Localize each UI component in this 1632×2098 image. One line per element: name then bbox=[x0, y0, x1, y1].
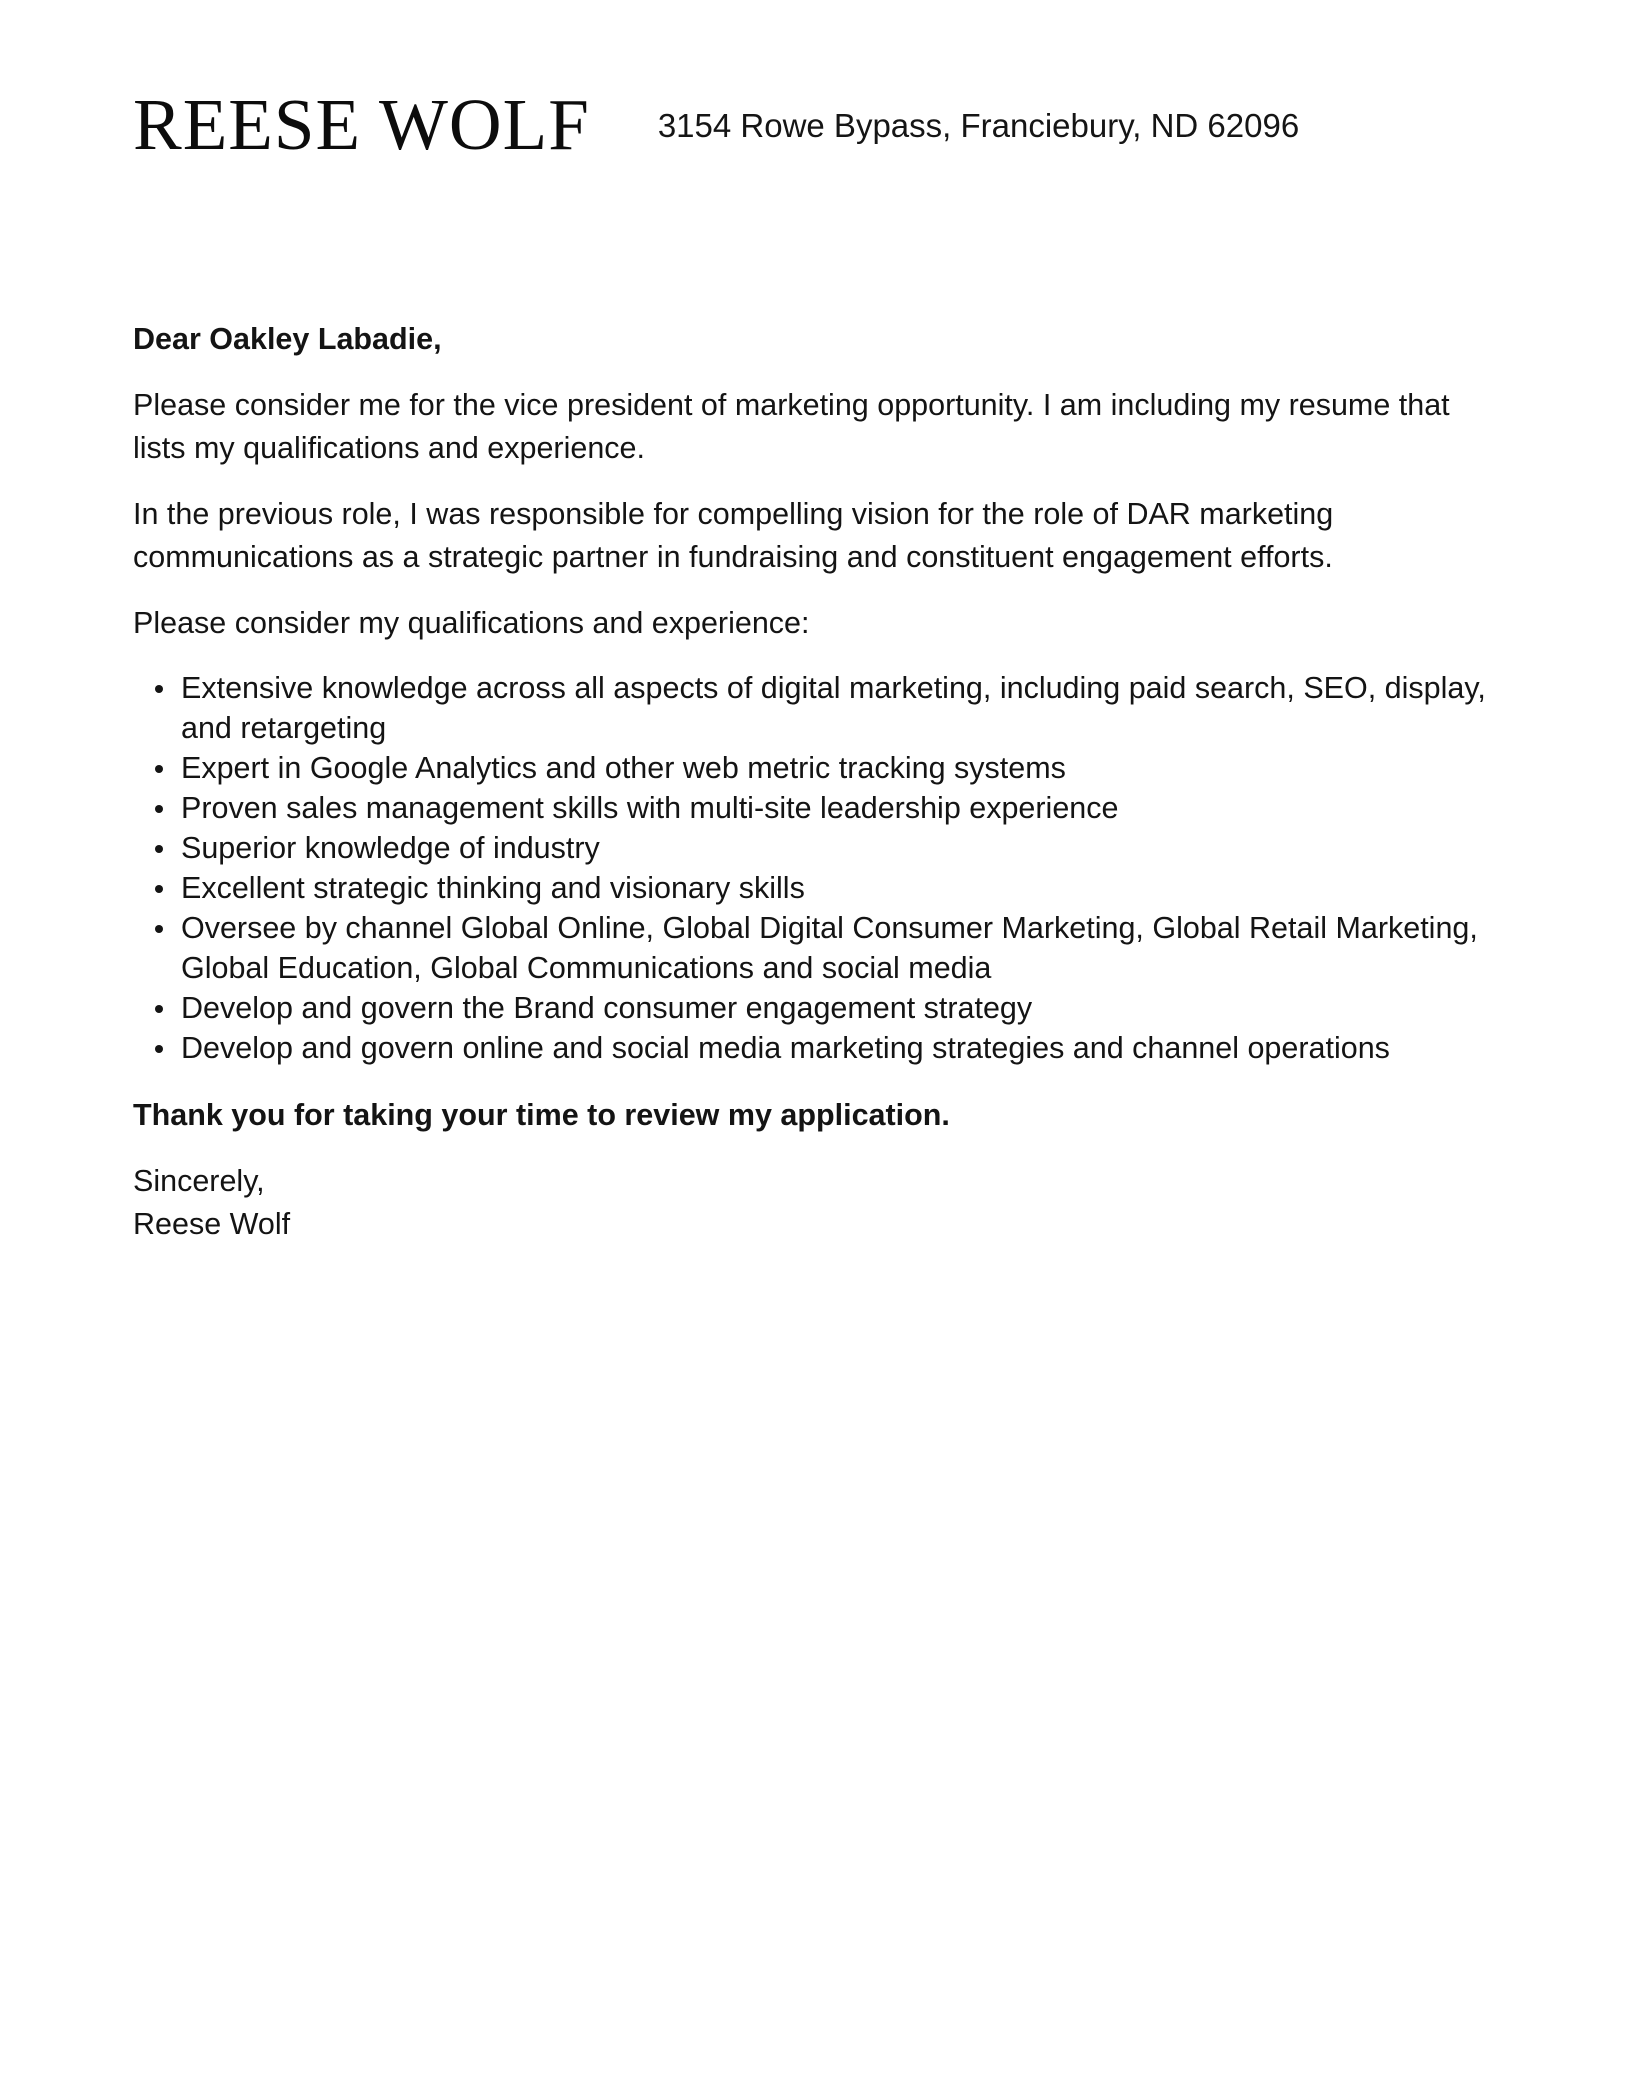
closing: Sincerely, bbox=[133, 1164, 265, 1198]
qualifications-intro: Please consider my qualifications and experience: bbox=[133, 606, 810, 640]
salutation: Dear Oakley Labadie, bbox=[133, 322, 442, 356]
list-item: Proven sales management skills with multi-site leadership experience bbox=[181, 788, 1503, 828]
applicant-name: REESE WOLF bbox=[133, 84, 590, 165]
list-item: Expert in Google Analytics and other web metric tracking systems bbox=[181, 748, 1503, 788]
list-item: Excellent strategic thinking and visionary skills bbox=[181, 868, 1503, 908]
list-item: Develop and govern online and social media marketing strategies and channel operations bbox=[181, 1028, 1503, 1068]
letter-body bbox=[133, 318, 1503, 1246]
applicant-address: 3154 Rowe Bypass, Franciebury, ND 62096 bbox=[657, 107, 1300, 144]
list-item: Oversee by channel Global Online, Global Digital Consumer Marketing, Global Retail Marketing, Global Education, Global Communications and social media bbox=[181, 908, 1503, 988]
list-item: Superior knowledge of industry bbox=[181, 828, 1503, 868]
list-item: Develop and govern the Brand consumer engagement strategy bbox=[181, 988, 1503, 1028]
experience-paragraph: In the previous role, I was responsible for compelling vision for the role of DAR marketing communications as a strategic partner in fundraising and constituent engagement efforts. bbox=[133, 497, 1334, 574]
list-item: Extensive knowledge across all aspects of digital marketing, including paid search, SEO, display, and retargeting bbox=[181, 668, 1503, 748]
letter-header bbox=[133, 84, 1300, 165]
qualifications-list bbox=[133, 668, 1503, 1068]
intro-paragraph: Please consider me for the vice president of marketing opportunity. I am including my resume that lists my qualifications and experience. bbox=[133, 388, 1450, 465]
thank-you-line: Thank you for taking your time to review my application. bbox=[133, 1098, 950, 1132]
signature-name: Reese Wolf bbox=[133, 1207, 291, 1241]
